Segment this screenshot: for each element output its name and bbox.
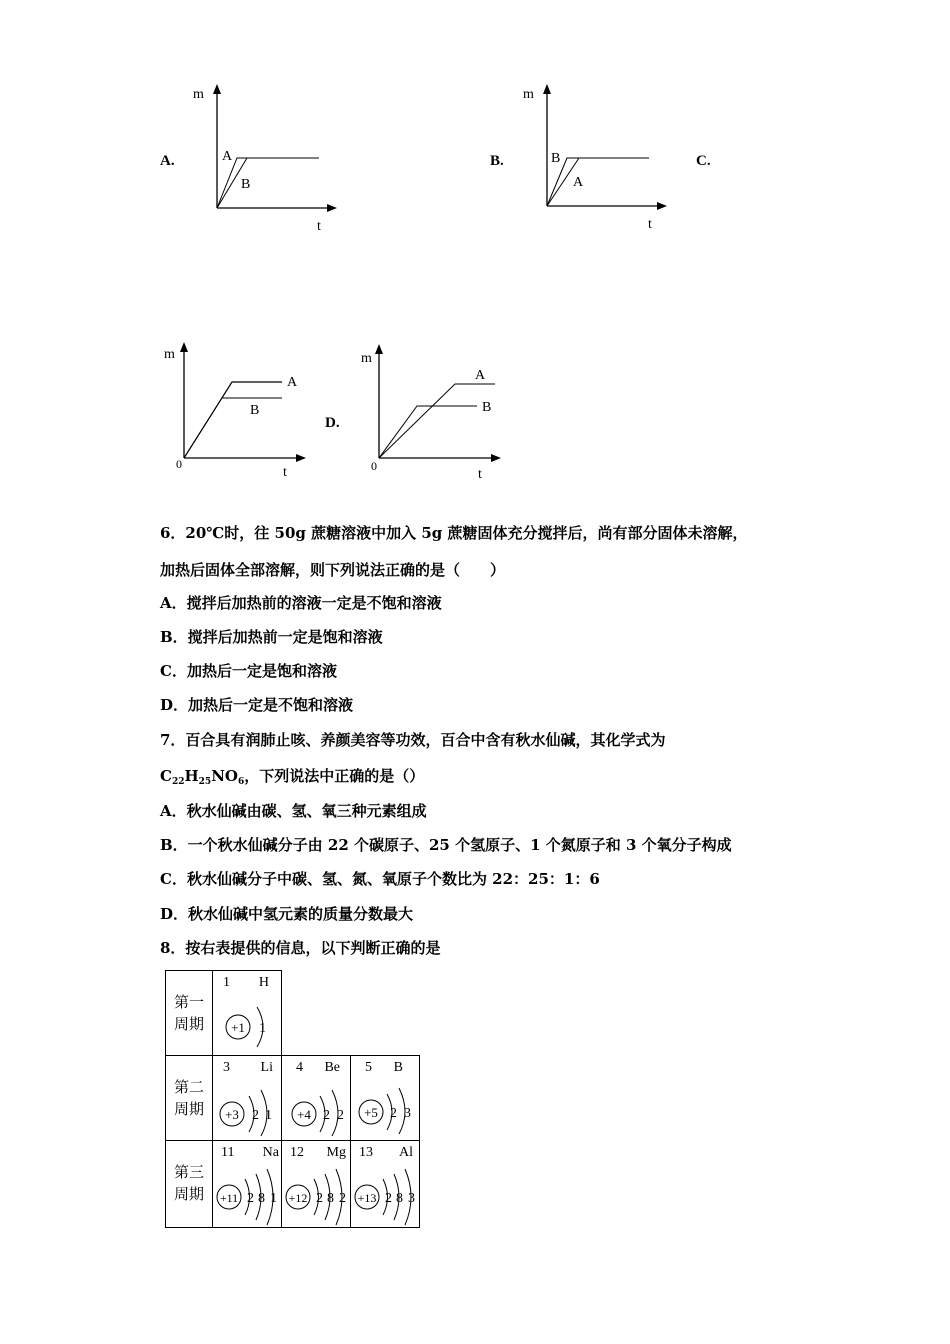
option-c-letter: C.: [696, 153, 711, 169]
svg-text:+3: +3: [225, 1107, 239, 1122]
x-axis-label: t: [648, 217, 652, 232]
q7-option-c[interactable]: C．秋水仙碱分子中碳、氢、氮、氧原子个数比为 22：25：1：6: [160, 870, 600, 888]
svg-text:2: 2: [323, 1108, 330, 1123]
graph-option-c: [160, 338, 320, 488]
svg-text:+1: +1: [231, 1020, 245, 1035]
y-axis-label: m: [523, 87, 534, 102]
period-3-row: [166, 1141, 420, 1228]
x-axis-arrow: [491, 454, 501, 462]
origin-label: 0: [371, 459, 377, 473]
svg-text:3: 3: [404, 1106, 411, 1121]
option-a-letter: A.: [160, 153, 175, 169]
y-axis-label: m: [193, 87, 204, 102]
q7-stem-line1: 7．百合具有润肺止咳、养颜美容等功效，百合中含有秋水仙碱，其化学式为: [160, 731, 666, 749]
periodic-table-excerpt: [165, 970, 420, 1228]
x-axis-arrow: [296, 454, 306, 462]
element-cell-h: 1 H +1 1: [213, 971, 282, 1056]
svg-text:1: 1: [265, 1108, 272, 1123]
q6-option-d[interactable]: D．加热后一定是不饱和溶液: [160, 696, 354, 714]
svg-text:2: 2: [316, 1191, 323, 1206]
svg-text:+4: +4: [297, 1107, 311, 1122]
q6-stem-line2: 加热后固体全部溶解，则下列说法正确的是（ ）: [160, 561, 506, 579]
q7-option-b[interactable]: B．一个秋水仙碱分子由 22 个碳原子、25 个氢原子、1 个氮原子和 3 个氧分子构成: [160, 836, 732, 854]
q7-stem-line2: $C_{22}H_{25}NO_6$，下列说法中正确的是（）: [160, 767, 425, 787]
origin-label: 0: [176, 457, 182, 471]
line-a-label: A: [475, 368, 486, 383]
y-axis-arrow: [375, 344, 383, 354]
element-cell-li: 3 Li +3 2 1: [213, 1056, 282, 1141]
q8-stem: 8．按右表提供的信息，以下判断正确的是: [160, 939, 441, 957]
period-1-label: 第一 周期: [166, 971, 213, 1056]
q7-option-d[interactable]: D．秋水仙碱中氢元素的质量分数最大: [160, 905, 414, 923]
element-cell-al: 13 Al +13 2 8 3: [351, 1141, 420, 1228]
q6-option-b[interactable]: B．搅拌后加热前一定是饱和溶液: [160, 628, 383, 646]
period-2-row: [166, 1056, 420, 1141]
element-cell-mg: 12 Mg +12 2 8 2: [282, 1141, 351, 1228]
period-2-label: 第二 周期: [166, 1056, 213, 1141]
svg-text:2: 2: [252, 1108, 259, 1123]
y-axis-label: m: [361, 351, 372, 366]
graph-option-d: [355, 338, 515, 488]
y-axis-label: m: [164, 347, 175, 362]
line-a-label: A: [287, 375, 298, 390]
svg-text:+5: +5: [364, 1105, 378, 1120]
svg-text:+13: +13: [357, 1191, 377, 1205]
svg-text:8: 8: [258, 1191, 265, 1206]
graph-option-a: [185, 80, 345, 240]
option-b-letter: B.: [490, 153, 504, 169]
svg-text:+11: +11: [219, 1191, 239, 1205]
q6-option-c[interactable]: C．加热后一定是饱和溶液: [160, 662, 337, 680]
x-axis-label: t: [283, 465, 287, 480]
y-axis-arrow: [213, 84, 221, 94]
q7-option-a[interactable]: A．秋水仙碱由碳、氢、氧三种元素组成: [160, 802, 427, 820]
line-a: [379, 384, 495, 458]
svg-text:1: 1: [270, 1191, 277, 1206]
line-b-label: B: [241, 177, 251, 192]
x-axis-arrow: [657, 202, 667, 210]
svg-text:+12: +12: [288, 1191, 308, 1205]
svg-text:2: 2: [247, 1191, 254, 1206]
element-cell-b: 5 B +5 2 3: [351, 1056, 420, 1141]
svg-text:3: 3: [408, 1191, 415, 1206]
line-b-label: B: [250, 403, 260, 418]
period-1-row: [166, 971, 420, 1056]
q6-option-a[interactable]: A．搅拌后加热前的溶液一定是不饱和溶液: [160, 594, 442, 612]
line-b: [547, 158, 649, 206]
line-b: [379, 406, 477, 458]
x-axis-label: t: [478, 467, 482, 482]
svg-text:2: 2: [390, 1106, 397, 1121]
line-a-label: A: [573, 175, 584, 190]
element-cell-be: 4 Be +4 2 2: [282, 1056, 351, 1141]
atom-diagram-h: [213, 971, 281, 1055]
svg-text:8: 8: [396, 1191, 403, 1206]
graph-option-b: [515, 80, 675, 240]
svg-text:2: 2: [385, 1191, 392, 1206]
period-3-label: 第三 周期: [166, 1141, 213, 1228]
formula: $C_{22}H_{25}NO_6$: [160, 767, 245, 787]
line-a: [184, 382, 282, 458]
element-cell-na: 11 Na +11 2 8 1: [213, 1141, 282, 1228]
line-a-label: A: [222, 149, 233, 164]
y-axis-arrow: [543, 84, 551, 94]
svg-text:1: 1: [259, 1021, 266, 1036]
svg-text:2: 2: [339, 1191, 346, 1206]
option-d-letter: D.: [325, 415, 340, 431]
line-b-label: B: [551, 151, 561, 166]
x-axis-label: t: [317, 219, 321, 234]
y-axis-arrow: [180, 342, 188, 352]
x-axis-arrow: [327, 204, 337, 212]
q6-stem-line1: 6．20℃时，往 50g 蔗糖溶液中加入 5g 蔗糖固体充分搅拌后，尚有部分固体未溶解，: [160, 524, 748, 542]
svg-text:2: 2: [337, 1108, 344, 1123]
svg-text:8: 8: [327, 1191, 334, 1206]
line-b-label: B: [482, 400, 492, 415]
